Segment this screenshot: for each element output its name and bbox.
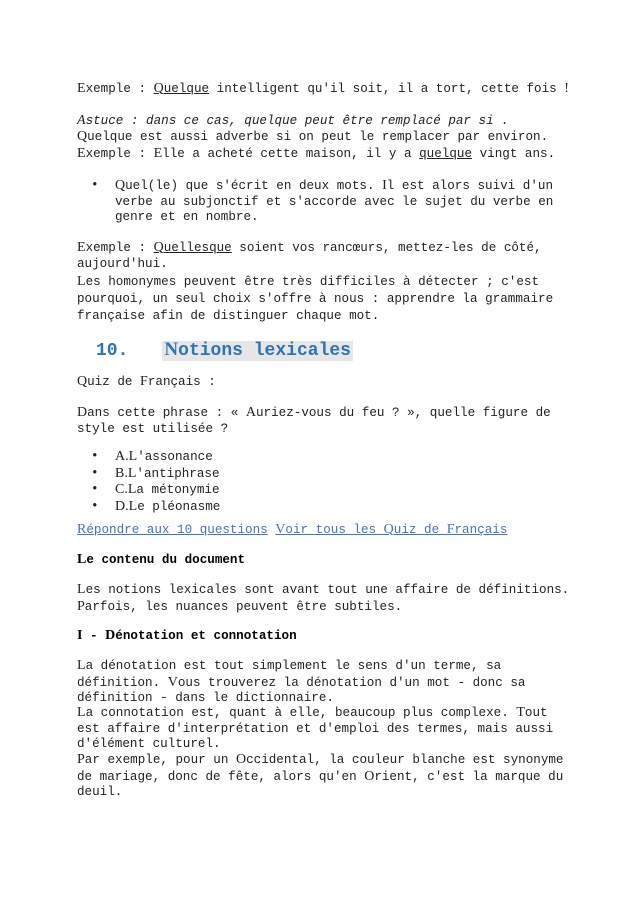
notions-intro-paragraph: Les notions lexicales sont avant tout une affaire de définitions. Parfois, les nuances peuvent être subtiles. — [77, 582, 570, 614]
example-couleur-blanche: Par exemple, pour un Occidental, la couleur blanche est synonyme de mariage, donc de fête, alors qu'en Orient, c'est la marque du deuil. — [77, 752, 564, 799]
denotation-connotation-heading: I - Dénotation et connotation — [77, 628, 297, 643]
section-heading-notions-lexicales: 10. Notions lexicales — [96, 339, 351, 361]
quiz-option-a[interactable]: • A.L'assonance — [77, 449, 577, 466]
list-item: • Quel(le) que s'écrit en deux mots. Il est alors suivi d'un verbe au subjonctif et s'accorde avec le sujet du verbe en genre et en nombre. — [77, 178, 577, 226]
quelque-adverbe: Quelque est aussi adverbe si on peut le remplacer par environ. — [77, 129, 549, 144]
denotation-paragraph: La dénotation est tout simplement le sens d'un terme, sa définition. Vous trouverez la dénotation d'un mot - donc sa définition - dans le dictionnaire. — [77, 658, 526, 705]
example-quelque-intelligent: Exemple : Quelque intelligent qu'il soit, il a tort, cette fois ! — [77, 81, 569, 96]
quiz-title: Quiz de Français : — [77, 374, 216, 389]
all-quiz-link[interactable]: Voir tous les Quiz de Français — [275, 522, 508, 537]
example-quellesque: Exemple : Quellesque soient vos rancœurs, mettez-les de côté, aujourd'hui. — [77, 240, 542, 271]
quiz-option-b[interactable]: • B.L'antiphrase — [77, 466, 577, 483]
answer-questions-link[interactable]: Répondre aux 10 questions — [77, 522, 268, 537]
astuce-note: Astuce : dans ce cas, quelque peut être remplacé par si . — [77, 113, 509, 128]
example-maison: Exemple : Elle a acheté cette maison, il y a quelque vingt ans. — [77, 146, 556, 161]
connotation-paragraph: La connotation est, quant à elle, beaucoup plus complexe. Tout est affaire d'interprétation et d'emploi des termes, mais aussi d'élément culturel. — [77, 705, 554, 751]
document-content-heading: Le contenu du document — [77, 552, 246, 567]
quiz-option-d[interactable]: • D.Le pléonasme — [77, 499, 577, 516]
homonymes-paragraph: Les homonymes peuvent être très difficiles à détecter ; c'est pourquoi, un seul choix s'offre à nous : apprendre la grammaire française afin de distinguer chaque mot. — [77, 274, 554, 323]
quiz-option-c[interactable]: • C.La métonymie — [77, 482, 577, 499]
quiz-options — [77, 449, 577, 515]
quiz-question: Dans cette phrase : « Auriez-vous du feu ? », quelle figure de style est utilisée ? — [77, 405, 551, 436]
quelque-bullet-list — [77, 178, 577, 226]
quiz-links — [77, 522, 597, 539]
